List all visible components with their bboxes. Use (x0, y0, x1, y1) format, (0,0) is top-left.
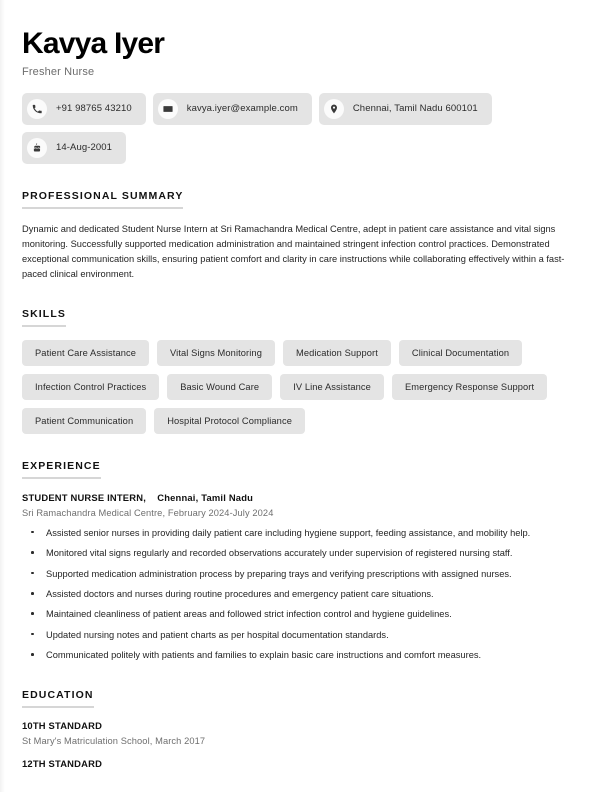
experience-heading-wrap (22, 460, 101, 479)
contact-chip-phone[interactable] (22, 93, 146, 125)
skill-chip: Patient Communication (22, 408, 146, 434)
skill-chip: Medication Support (283, 340, 391, 366)
skill-chip: Emergency Response Support (392, 374, 547, 400)
skill-chip: Hospital Protocol Compliance (154, 408, 305, 434)
experience-bullet: Communicated politely with patients and families to explain basic care instructions and comfort measures. (22, 648, 590, 662)
candidate-name: Kavya Iyer (22, 27, 165, 60)
experience-bullet: Supported medication administration process by preparing trays and verifying prescriptions with assigned nurses. (22, 567, 590, 581)
contact-value-phone: +91 98765 43210 (56, 103, 132, 114)
section-skills (22, 304, 590, 434)
contact-chip-location[interactable] (319, 93, 492, 125)
contact-info-row (22, 93, 590, 125)
section-education (22, 685, 590, 769)
skills-heading-wrap (22, 308, 66, 327)
experience-bullet: Assisted senior nurses in providing daily patient care including hygiene support, feeding assistance, and mobility help. (22, 526, 590, 540)
experience-title-line (22, 492, 590, 503)
section-rule-experience (22, 477, 101, 479)
education-heading-wrap (22, 689, 94, 708)
section-heading-skills: SKILLS (22, 307, 66, 320)
experience-company-dates: Sri Ramachandra Medical Centre, February 2024-July 2024 (22, 507, 274, 518)
location-pin-icon (324, 99, 344, 119)
education-school-date: St Mary's Matriculation School, March 2017 (22, 735, 206, 746)
experience-bullet-list (22, 526, 590, 663)
experience-bullet: Updated nursing notes and patient charts as per hospital documentation standards. (22, 628, 590, 642)
section-rule-education (22, 706, 94, 708)
section-rule-skills (22, 325, 66, 327)
experience-role: STUDENT NURSE INTERN, (22, 491, 146, 503)
resume-header (22, 28, 590, 164)
education-entry (22, 720, 590, 746)
experience-bullet: Monitored vital signs regularly and recorded observations accurately under supervision of registered nursing staff. (22, 546, 590, 560)
experience-bullet: Assisted doctors and nurses during routine procedures and emergency patient care situations. (22, 587, 590, 601)
summary-text: Dynamic and dedicated Student Nurse Intern at Sri Ramachandra Medical Centre, adept in patient care assistance and vital signs monitoring. Successfully supported medication administration and maintained stringent infection control practices. Demonstrated exceptional communication skills, ensuring patient comfort and clarity in care instructions while collaborating effectively within a fast-paced clinical environment. (22, 223, 565, 279)
skill-chip: Clinical Documentation (399, 340, 522, 366)
candidate-job-title: Fresher Nurse (22, 65, 95, 78)
skills-list (22, 340, 562, 434)
section-heading-experience: EXPERIENCE (22, 459, 101, 472)
section-heading-education: EDUCATION (22, 688, 94, 701)
section-heading-summary: PROFESSIONAL SUMMARY (22, 189, 184, 202)
skill-chip: Vital Signs Monitoring (157, 340, 275, 366)
contact-value-email: kavya.iyer@example.com (186, 103, 298, 114)
education-degree: 10TH STANDARD (22, 719, 103, 731)
contact-value-location: Chennai, Tamil Nadu 600101 (352, 103, 478, 114)
skill-chip: IV Line Assistance (280, 374, 384, 400)
contact-value-birthdate: 14-Aug-2001 (56, 142, 113, 153)
skill-chip: Basic Wound Care (167, 374, 272, 400)
experience-bullet: Maintained cleanliness of patient areas and followed strict infection control and hygiene guidelines. (22, 607, 590, 621)
envelope-icon (158, 99, 178, 119)
experience-entry (22, 492, 590, 663)
skill-chip: Infection Control Practices (22, 374, 159, 400)
birthday-cake-icon (27, 138, 47, 158)
contact-info-row-second (22, 132, 590, 164)
summary-heading-wrap (22, 190, 183, 209)
section-experience (22, 456, 590, 663)
contact-chip-email[interactable] (153, 93, 312, 125)
education-entry (22, 758, 590, 769)
skill-chip: Patient Care Assistance (22, 340, 149, 366)
phone-icon (27, 99, 47, 119)
education-degree: 12TH STANDARD (22, 757, 103, 769)
experience-location: Chennai, Tamil Nadu (157, 491, 254, 503)
contact-chip-birthdate[interactable] (22, 132, 126, 164)
section-rule-summary (22, 207, 183, 209)
section-professional-summary (22, 186, 590, 282)
